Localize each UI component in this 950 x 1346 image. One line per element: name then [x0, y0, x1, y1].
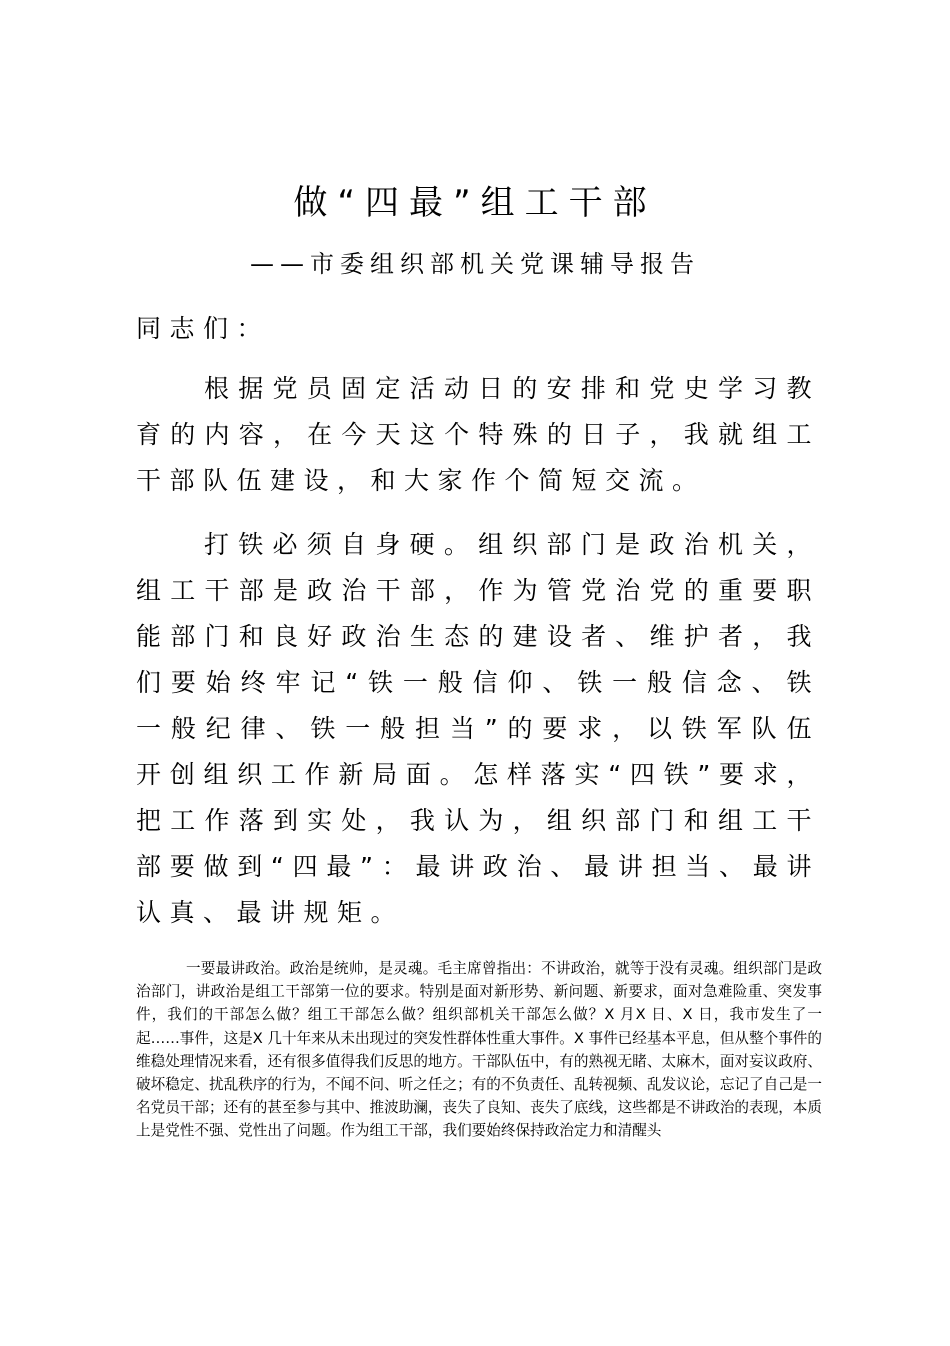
document-title: 做“四最”组工干部 — [293, 183, 657, 223]
document-subtitle: ——市委组织部机关党课辅导报告 — [250, 250, 700, 278]
body-paragraph-1: 根据党员固定活动日的安排和党史学习教育的内容，在今天这个特殊的日子，我就组工干部队伍建设，和大家作个简短交流。 — [136, 374, 820, 495]
salutation: 同志们： — [136, 314, 271, 343]
body-paragraph-2: 打铁必须自身硬。组织部门是政治机关，组工干部是政治干部，作为管党治党的重要职能部门和良好政治生态的建设者、维护者，我们要始终牢记“铁一般信仰、铁一般信念、铁一般纪律、铁一般担当”的要求，以铁军队伍开创组织工作新局面。怎样落实“四铁”要求，把工作落到实处，我认为，组织部门和组工干部要做到“四最”：最讲政治、最讲担当、最讲认真、最讲规矩。 — [136, 530, 820, 927]
body-paragraph-small: 一要最讲政治。政治是统帅，是灵魂。毛主席曾指出：不讲政治，就等于没有灵魂。组织部门是政治部门，讲政治是组工干部第一位的要求。特别是面对新形势、新问题、新要求，面对急难险重、突发事件，我们的干部怎么做？组工干部怎么做？组织部机关干部怎么做？X 月X 日、X 日，我市发生了一起……事件，这是X 几十年来从未出现过的突发性群体性重大事件。X 事件已经基本平息，但从整个事件的维稳处理情况来看，还有很多值得我们反思的地方。干部队伍中，有的熟视无睹、太麻木，面对妄议政府、破坏稳定、扰乱秩序的行为，不闻不问、听之任之；有的不负责任、乱转视频、乱发议论，忘记了自己是一名党员干部；还有的甚至参与其中、推波助澜，丧失了良知、丧失了底线，这些都是不讲政治的表现，本质上是党性不强、党性出了问题。作为组工干部，我们要始终保持政治定力和清醒头 — [136, 960, 822, 1140]
